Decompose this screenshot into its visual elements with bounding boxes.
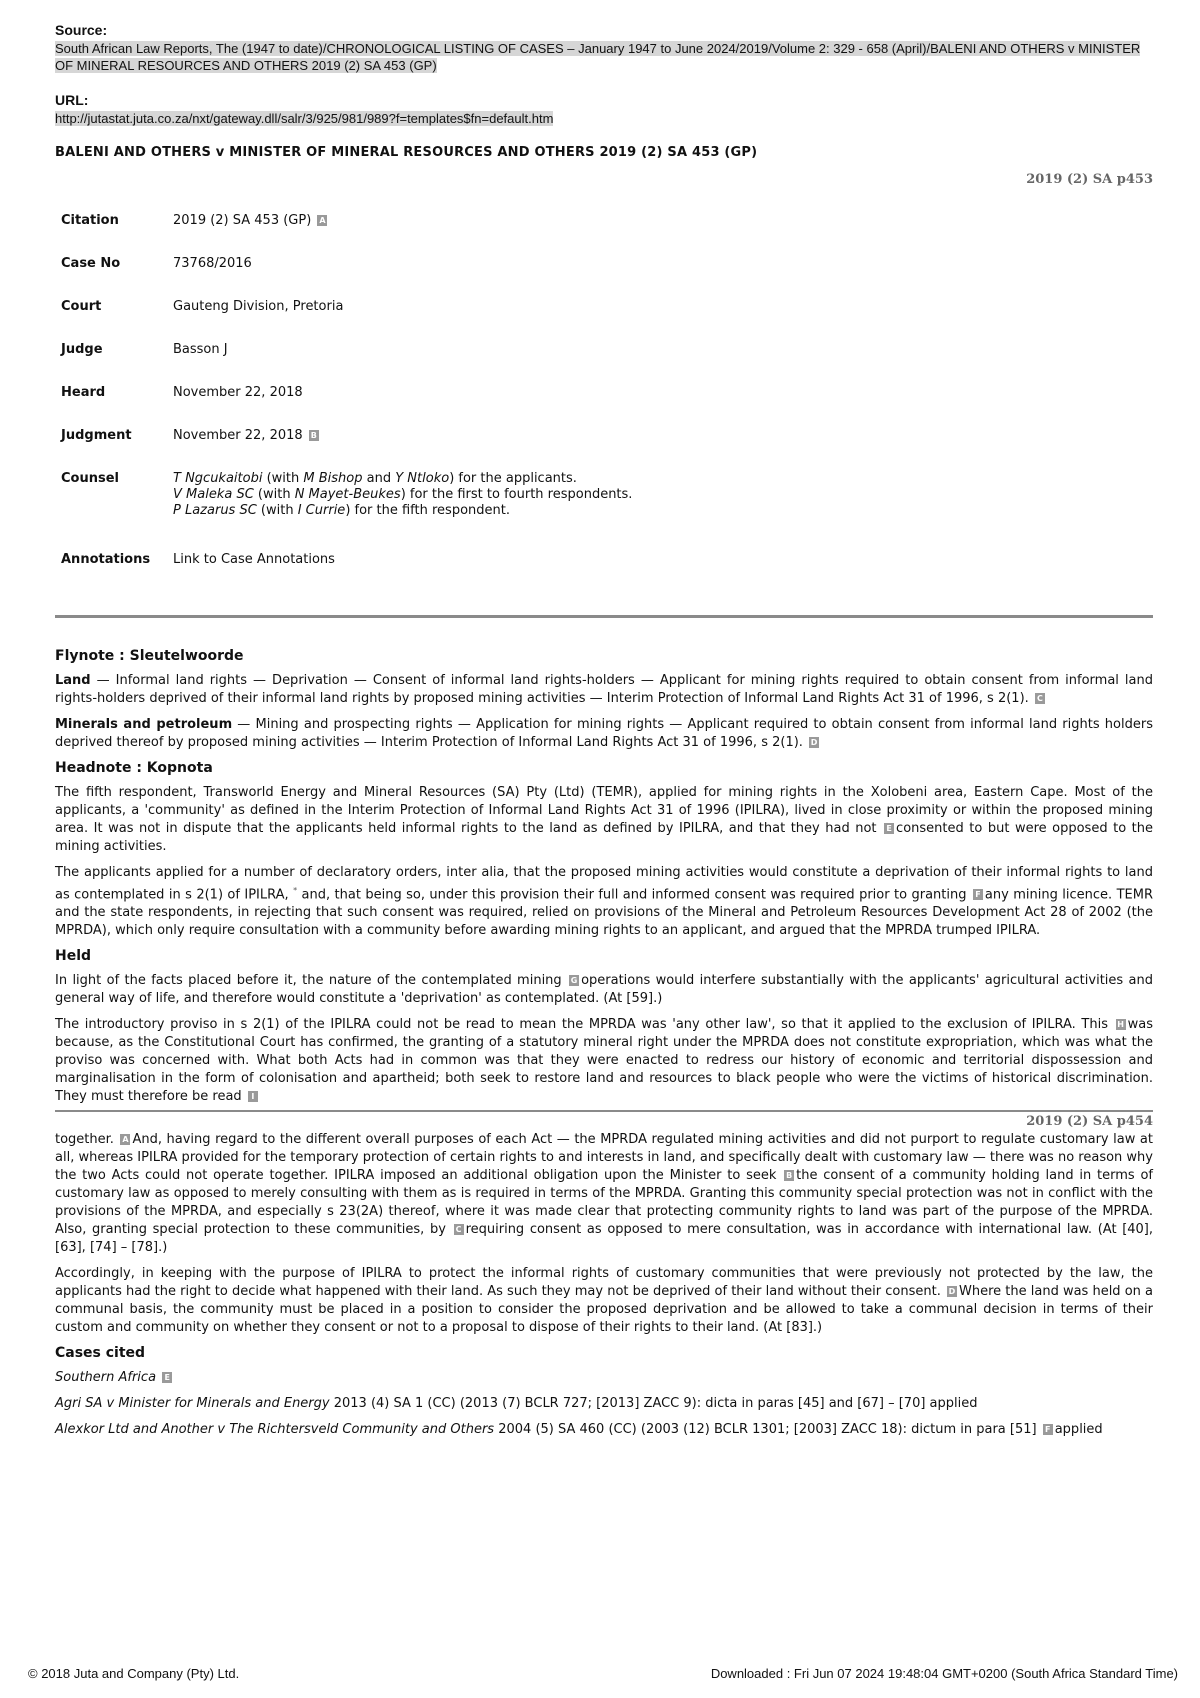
case-citation: Alexkor Ltd and Another v The Richtersveld Community and Others 2004 (5) SA 460 (CC) (2003 (12) BCLR 1301; [2003] ZACC 18): dictum in para [51] F applied — [55, 1422, 1103, 1438]
margin-marker: E — [884, 823, 894, 834]
held-paragraph: The introductory proviso in s 2(1) of the IPILRA could not be read to mean the MPRDA was 'any other law', so that it applied to the exclusion of IPILRA. This H was because, as the Constitutional Court has confirmed, the granting of a statutory mineral right under the MPRDA does not constitute expropriation, which was what the proviso was concerned with. What both Acts had in common was that they were enacted to redress our history of economic and territorial dispossession and marginalisation in the form of colonisation and apartheid; both seek to restore land and resources to black people who were the victims of historical discrimination. They must therefore be read I — [55, 1017, 1153, 1105]
margin-marker: G — [570, 976, 578, 986]
url-label: URL: — [55, 92, 89, 108]
meta-row-annotations — [61, 552, 632, 595]
meta-value: Basson J — [173, 342, 228, 357]
meta-row-judgment — [61, 428, 632, 471]
meta-value: November 22, 2018 — [173, 385, 303, 400]
url-link[interactable]: http://jutastat.juta.co.za/nxt/gateway.dll/salr/3/925/981/989?f=templates$fn=default.htm — [55, 111, 554, 126]
margin-marker: C — [1035, 693, 1045, 704]
margin-marker: B — [786, 1171, 793, 1181]
page-ref-453: 2019 (2) SA p453 — [1026, 172, 1153, 187]
source-path[interactable]: South African Law Reports, The (1947 to date)/CHRONOLOGICAL LISTING OF CASES – January 1947 to June 2024/2019/Volume 2: 329 - 658 (April)/BALENI AND OTHERS v MINISTER OF MINERAL RESOURCES AND OTHERS 2019 (2) SA 453 (GP) — [55, 41, 1141, 73]
meta-value: Gauteng Division, Pretoria — [173, 299, 344, 314]
meta-value: 73768/2016 — [173, 256, 252, 271]
meta-row-counsel — [61, 471, 632, 552]
meta-value: 2019 (2) SA 453 (GP) — [173, 213, 312, 228]
footer-download-timestamp: Downloaded : Fri Jun 07 2024 19:48:04 GMT+0200 (South Africa Standard Time) — [710, 1666, 1178, 1681]
page-divider — [55, 1110, 1153, 1112]
counsel-line: P Lazarus SC (with I Currie) for the fifth respondent. — [173, 503, 510, 518]
headnote-paragraph: The fifth respondent, Transworld Energy and Mineral Resources (SA) Pty (Ltd) (TEMR), applied for mining rights in the Xolobeni area, Eastern Cape. Most of the applicants, a 'community' as defined in the Interim Protection of Informal Land Rights Act 31 of 1996 (IPILRA), lived in close proximity or within the proposed mining area. It was not in dispute that the applicants held informal rights to the land as defined by IPILRA, and that they had not E consented to but were opposed to the mining activities. — [55, 785, 1154, 854]
case-title: BALENI AND OTHERS v MINISTER OF MINERAL RESOURCES AND OTHERS 2019 (2) SA 453 (GP) — [55, 145, 758, 160]
meta-key: Judgment — [61, 428, 132, 443]
meta-row-heard — [61, 385, 632, 428]
counsel-line: T Ngcukaitobi (with M Bishop and Y Ntloko) for the applicants. — [173, 471, 577, 486]
held-paragraph: Accordingly, in keeping with the purpose of IPILRA to protect the informal rights of customary communities that were previously not protected by the law, the applicants had the right to decide what happened with their land. As such they may not be deprived of their land without their consent. D Where the land was held on a communal basis, the community must be placed in a position to consider the proposed deprivation and be allowed to take a communal decision in terms of their custom and community on whether they consent or not to a proposal to dispose of their rights to their land. (At [83].) — [55, 1266, 1153, 1336]
document-page — [55, 22, 1153, 1439]
meta-key: Case No — [61, 256, 121, 271]
case-metadata-table — [61, 213, 632, 595]
meta-key: Heard — [61, 385, 106, 400]
case-annotations-link[interactable]: Link to Case Annotations — [173, 552, 335, 567]
meta-key: Annotations — [61, 552, 151, 567]
meta-key: Judge — [61, 342, 103, 357]
section-divider — [55, 615, 1153, 618]
meta-value: November 22, 2018 — [173, 428, 303, 443]
headnote-heading: Headnote : Kopnota — [55, 760, 213, 776]
counsel-line: V Maleka SC (with N Mayet-Beukes) for the first to fourth respondents. — [173, 487, 633, 502]
source-label: Source: — [55, 22, 108, 38]
headnote-paragraph: The applicants applied for a number of declaratory orders, inter alia, that the proposed mining activities would constitute a deprivation of their informal rights to land as contemplated in s 2(1) of IPILRA, * and, that being so, under this provision their full and informed consent was required prior to granting F any mining licence. TEMR and the state respondents, in rejecting that such consent was required, relied on provisions of the Mineral and Petroleum Resources Development Act 28 of 2002 (the MPRDA), which only require consultation with a community before awarding mining rights to an applicant, and argued that the MPRDA trumped IPILRA. — [55, 865, 1153, 939]
footnote-ref[interactable]: * — [293, 886, 298, 895]
meta-row-case-no — [61, 256, 632, 299]
margin-marker: A — [122, 1135, 129, 1145]
meta-row-judge — [61, 342, 632, 385]
margin-marker: E — [162, 1372, 172, 1383]
margin-marker: F — [1043, 1424, 1053, 1435]
flynote-paragraph: Land — Informal land rights — Deprivation — Consent of informal land rights-holders — Applicant for mining rights required to obtain consent from informal land rights-holders deprived of their informal land rights by proposed mining activities — Interim Protection of Informal Land Rights Act 31 of 1996, s 2(1). C — [55, 673, 1153, 706]
held-heading: Held — [55, 948, 92, 965]
margin-marker: I — [248, 1091, 258, 1102]
margin-marker: C — [454, 1224, 464, 1235]
cases-region: Southern Africa E — [55, 1369, 1153, 1387]
margin-marker: F — [973, 889, 983, 900]
meta-key: Citation — [61, 213, 119, 228]
margin-marker: D — [948, 1287, 956, 1297]
margin-marker: D — [810, 738, 818, 747]
held-paragraph: together. A And, having regard to the different overall purposes of each Act — the MPRDA regulated mining activities and did not purport to regulate customary law at all, whereas IPILRA provided for the temporary protection of certain rights to and interests in land, and specifically dealt with customary law — there was no reason why the two Acts could not operate together. IPILRA imposed an additional obligation upon the Minister to seek B the consent of a community holding land in terms of customary law as opposed to merely consulting with them as is required in terms of the MPRDA. Granting this community special protection was not in conflict with the provisions of the MPRDA, and especially s 23(2A) thereof, where it was made clear that protecting community rights to land was part of the purpose of the MPRDA. Also, granting special protection to these communities, by C requiring consent as opposed to mere consultation, was in accordance with international law. (At [40], [63], [74] – [78].) — [55, 1132, 1154, 1256]
margin-marker: A — [319, 216, 326, 225]
margin-marker: B — [310, 431, 317, 440]
margin-marker: H — [1117, 1020, 1124, 1030]
footer-copyright: © 2018 Juta and Company (Pty) Ltd. — [28, 1666, 240, 1681]
meta-row-citation — [61, 213, 632, 256]
meta-key: Counsel — [61, 471, 119, 486]
page-ref-454: 2019 (2) SA p454 — [1026, 1114, 1153, 1130]
cases-cited-heading: Cases cited — [55, 1345, 146, 1362]
flynote-paragraph: Minerals and petroleum — Mining and prospecting rights — Application for mining rights — Applicant required to obtain consent from informal land rights holders deprived thereof by proposed mining activities — Interim Protection of Informal Land Rights Act 31 of 1996, s 2(1). D — [55, 717, 1153, 750]
case-citation: Agri SA v Minister for Minerals and Energy 2013 (4) SA 1 (CC) (2013 (7) BCLR 727; [2013] ZACC 9): dicta in paras [45] and [67] – [70] applied — [55, 1396, 978, 1412]
meta-key: Court — [61, 299, 102, 314]
meta-row-court — [61, 299, 632, 342]
flynote-heading: Flynote : Sleutelwoorde — [55, 648, 244, 664]
held-paragraph: In light of the facts placed before it, the nature of the contemplated mining G operations would interfere substantially with the applicants' agricultural activities and general way of life, and therefore would constitute a 'deprivation' as contemplated. (At [59].) — [55, 973, 1153, 1007]
